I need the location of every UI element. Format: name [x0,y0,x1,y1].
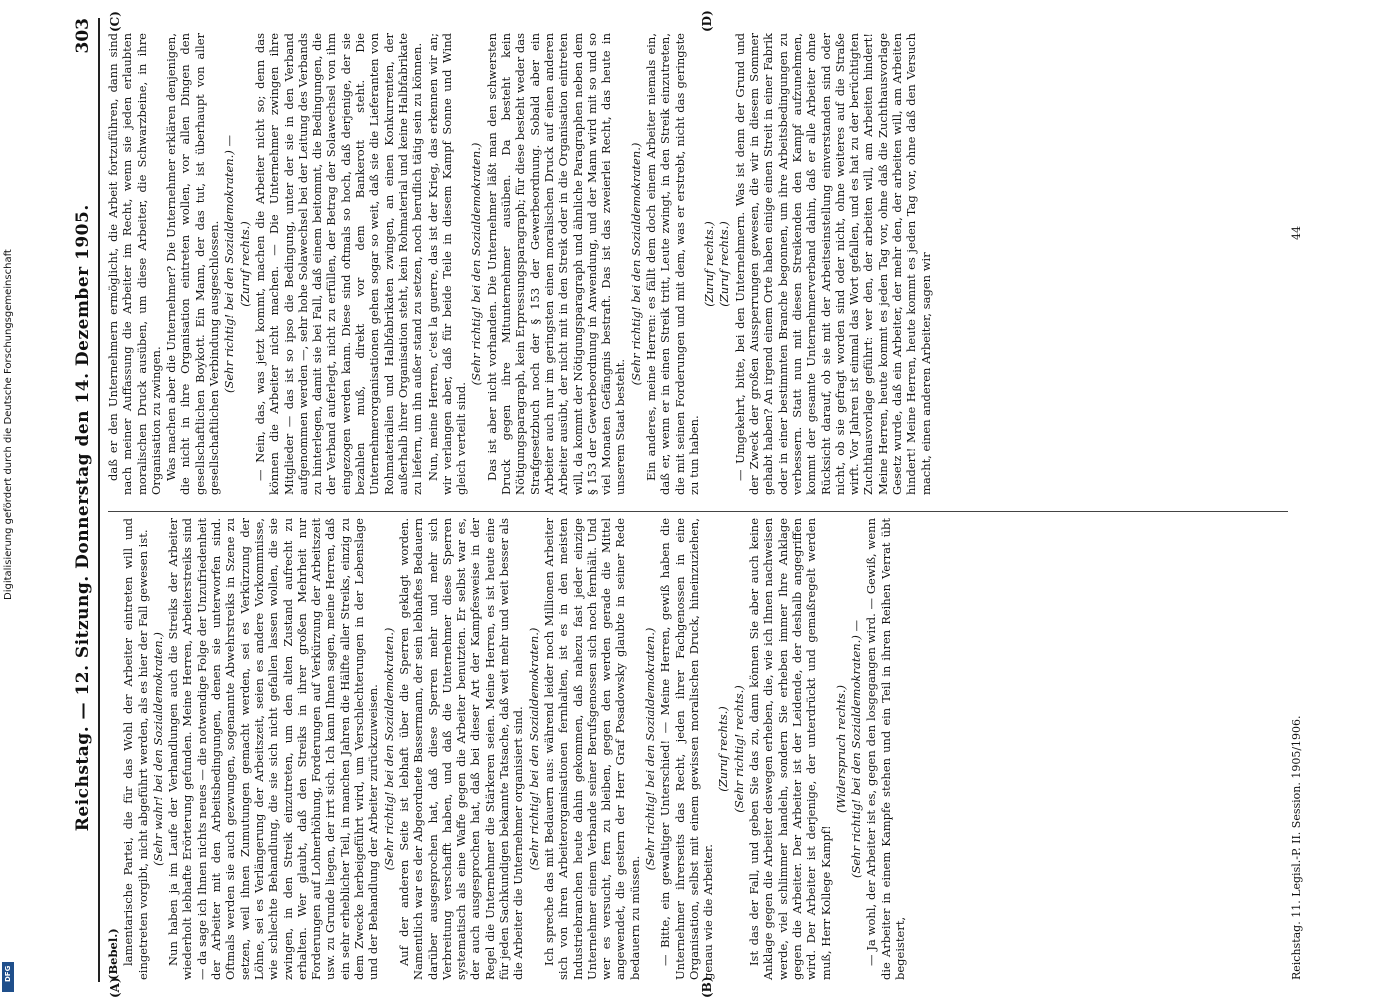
dfg-logo: DFG [2,962,14,992]
right-text-column [106,33,934,495]
interjection: (Widerspruch rechts.) [833,685,848,813]
sheet-number: 44 [1290,226,1303,240]
page-title: Reichstag. — 12. Sitzung. Donnerstag den 14. Dezember 1905. [73,204,93,832]
paragraph: — Nein, das, was jetzt kommt, machen die Arbeiter nicht so; denn das können die Arbeiter nicht machen. — Die Unternehmer zwingen ihre Mitglieder — das ist so ipso die Bedingung, unter der sie in den Verband aufgenommen werden —, sehr hohe Solawechsel bei der Leitung des Verbands zu hinterlegen, damit sie bei Fall, daß einem beitommt, die Bedingungen, die der Verband auferlegt, nicht zu erfüllen, der Betrag der Solawechsel von ihm eingezogen werden kann. Diese sind oftmals so hoch, daß derjenige, der sie bezahlen muß, direkt vor dem Bankerott steht. Die Unternehmerorganisationen gehen sogar so weit, daß sie die Lieferanten von Rohmaterialien und Halbfabrikaten zwingen, an einen Konkurrenten, der außerhalb ihrer Organisation steht, kein Rohmaterial und keine Halbfabrikate zu liefern, um ihn außer stand zu setzen, noch beruflich tätig sein zu können. [252,33,425,495]
margin-mark-a: (A) [108,977,122,998]
paragraph: — Ja wohl, der Arbeiter ist es, gegen den losgegangen wird. — Gewiß, wenn die Arbeiter in einem Kampfe stehen und ein Teil in ihren Reihen Verrat übt begeistert, [864,518,908,980]
interjection: (Zuruf rechts.) [702,221,717,307]
interjection: (Sehr richtig! bei den Sozialdemokraten.) [381,627,396,871]
paragraph: — Bitte, ein gewaltiger Unterschied! — Meine Herren, gewiß haben die Unternehmer ihrerseits das Recht, jeden ihrer Fachgenossen in eine Organisation, selbst mit einem gewissen moralischen Druck, hineinzuziehen, genau wie die Arbeiter. [658,518,716,980]
interjection: (Sehr richtig! bei den Sozialdemokraten.) [642,627,657,871]
interjection: (Sehr wahr! bei den Sozialdemokraten.) [150,632,165,866]
paragraph: Auf der anderen Seite ist lebhaft über die Sperren geklagt worden. Namentlich war es der Abgeordnete Bassermann, der sein lebhaftes Bedauern darüber ausgesprochen hat, daß diese Sperren mehr und mehr sich Verbreitung verschafft haben, und daß die Unternehmer diese Sperren systematisch als eine Waffe gegen die Arbeiter benutzten. Er selbst war es, der auch ausgesprochen hat, daß bei dieser Art der Kampfesweise in der Regel die Unternehmer die Stärkeren seien. Meine Herren, es ist heute eine für jeden Sachkundigen bekannte Tatsache, daß weit mehr und weit besser als die Arbeiter die Unternehmer organisiert sind. [396,518,526,980]
paragraph: Nun haben ja im Laufe der Verhandlungen auch die Streiks der Arbeiter wiederholt lebhafte Erörterung gefunden. Meine Herren, Arbeiterstreiks sind — da sage ich Ihnen nichts neues — die notwendige Folge der Unzufriedenheit der Arbeiter mit den Arbeitsbedingungen, denen sie unterworfen sind. Oftmals werden sie auch gezwungen, sogenannte Abwehrstreiks in Szene zu setzen, weil ihnen Zumutungen gemacht werden, sei es Verkürzung der Löhne, sei es Verlängerung der Arbeitszeit, seien es andere Vorkommnisse, wie schlechte Behandlung, die sie sich nicht gefallen lassen wollen, die sie zwingen, in den Streik einzutreten, um den alten Zustand aufrecht zu erhalten. Wer glaubt, daß den Streiks in ihrer großen Mehrheit nur Forderungen auf Lohnerhöhung, Forderungen auf Verkürzung der Arbeitszeit usw. zu Grunde liegen, der irrt sich. Ich kann Ihnen sagen, meine Herren, daß ein sehr erheblicher Teil, in manchen Jahren die Hälfte aller Streiks, einzig zu dem Zwecke herbeigeführt wird, um Verschlechterungen in der Lebenslage und der Behandlung der Arbeiter zurückzuweisen. [166,518,381,980]
digitization-credit: Digitalisierung gefördert durch die Deutsche Forschungsgemeinschaft [3,249,14,600]
speaker-label: (Bebel.) [106,928,120,980]
interjection: (Zuruf rechts.) [237,221,252,307]
interjection: (Sehr richtig! bei den Sozialdemokraten.) — [849,620,864,878]
column-divider [108,511,1288,512]
margin-mark-b: (B) [700,976,714,998]
interjection: (Sehr richtig! rechts.) [731,685,746,813]
left-text-column [106,518,908,980]
margin-mark-d: (D) [700,10,714,32]
paragraph: Was machen aber die Unternehmer? Die Unternehmer erklären denjenigen, die nicht in ihre Organisation eintreten wollen, vor allen Dingen den gesellschaftlichen Boykott. Ein Mann, der das tut, ist überhaupt von aller gesellschaftlichen Verbindung ausgeschlossen. [164,33,222,495]
interjection: (Zuruf rechts.) [717,221,732,307]
interjection: (Sehr richtig! bei den Sozialdemokraten.) [628,142,643,386]
paragraph: — Umgekehrt, bitte, bei den Unternehmern. Was ist denn der Grund und der Zweck der großen Aussperrungen gewesen, die wir in diesem Sommer gehabt haben? An irgend einem Orte haben einige einen Streit in einer Fabrik oder in einer bestimmten Branche begonnen, um ihre Arbeitsbedingungen zu verbessern. Statt nun mit diesen Streikenden den Kampf aufzunehmen, kommt der gesamte Unternehmerverband dahin, daß er alle Arbeiter ohne Rücksicht darauf, ob sie mit der Arbeitseinstellung einverstanden sind oder nicht, ob sie gefragt worden sind oder nicht, ohne weiteres auf die Straße wirft. Vor Jahren ist einmal das Wort gefallen, und es hat zu der berüchtigten Zuchthausvorlage geführt: wer den, der arbeiten will, am Arbeiten hindert! Meine Herren, heute kommt es jeden Tag vor, ohne daß die Zuchthausvorlage Gesetz wurde, daß ein Arbeiter, der mehr den, der arbeiten will, am Arbeiten hindert! Meine Herren, heute kommt es jeden Tag vor, ohne daß den Versuch macht, einen anderen Arbeiter, sagen wir [732,33,933,495]
margin-mark-c: (C) [108,11,122,32]
paragraph: Nun, meine Herren, c'est la guerre, das ist der Krieg, das erkennen wir an; wir verlangen aber, daß für beide Teile in diesem Kampf Sonne und Wind gleich verteilt sind. [425,33,469,495]
paragraph: lamentarische Partei, die für das Wohl der Arbeiter eintreten will und eingetreten vorgibt, nicht abgeführt werden, als es hier der Fall gewesen ist. [121,518,150,980]
interjection: (Sehr richtig! bei den Sozialdemokraten.) — [222,135,237,393]
interjection: (Zuruf rechts.) [716,706,731,792]
rotated-page [60,0,1320,1000]
footer-session-info: Reichstag. 11. Legisl.-P. II. Session. 1905/1906. [1290,715,1303,980]
interjection: (Sehr richtig! bei den Sozialdemokraten.) [526,627,541,871]
paragraph: daß er den Unternehmern ermöglicht, die Arbeit fortzuführen, dann sind nach meiner Auffassung die Arbeiter im Recht, wenn sie jeden erlaubten moralischen Druck ausüben, um diese Arbeiter, die Schwarzbeine, in ihre Organisation zu zwingen. [106,33,163,495]
paragraph: Das ist aber nicht vorhanden. Die Unternehmer läßt man den schwersten Druck gegen ihre Mitunternehmer ausüben. Da besteht kein Nötigungsparagraph, kein Erpressungsparagraph; für diese besteht weder das Strafgesetzbuch noch der § 153 der Gewerbeordnung. Sobald aber ein Arbeiter auch nur im geringsten einen moralischen Druck auf einen anderen Arbeiter ausübt, der nicht mit in den Streik oder in die Organisation eintreten will, da kommt der Nötigungsparagraph und ähnliche Paragraphen neben dem § 153 der Gewerbeordnung in Anwendung, und der Mann wird mit so und so viel Monaten Gefängnis bestraft. Das ist das zweierlei Recht, das heute in unserem Staat besteht. [484,33,628,495]
paragraph: Ich spreche das mit Bedauern aus: während leider noch Millionen Arbeiter sich von ihren Arbeiterorganisationen fernhalten, ist es in den meisten Industriebranchen heute dahin gekommen, daß nahezu fast jeder einzige Unternehmer einem Verbande seiner Berufsgenossen sich noch fernhält. Und wer es versucht, fern zu bleiben, gegen den werden gerade die Mittel angewendet, die gestern der Herr Graf Posadowsky glaubte in seiner Rede bedauern zu müssen. [541,518,642,980]
interjection: (Sehr richtig! bei den Sozialdemokraten.) [469,142,484,386]
paragraph: Ein anderes, meine Herren: es fällt dem doch einem Arbeiter niemals ein, daß er, wenn er in einen Streik tritt, Leute zwingt, in den Streik einzutreten, die mit seinen Forderungen und mit dem, was er erstrebt, nicht das geringste zu tun haben. [643,33,701,495]
page-number: 303 [73,18,93,54]
paragraph: Ist das der Fall, und geben Sie das zu, dann können Sie aber auch keine Anklage gegen die Arbeiter deswegen erheben, die, wie ich Ihnen nachweisen werde, viel schlimmer handeln, sondern Sie erheben immer Ihre Anklage gegen die Arbeiter. Der Arbeiter ist der Leidende, der deshalb angegriffen wird. Der Arbeiter ist derjenige, der unterdrückt und gemaßregelt werden muß, Herr Kollege Kampf! [747,518,833,980]
page-header [68,18,100,982]
